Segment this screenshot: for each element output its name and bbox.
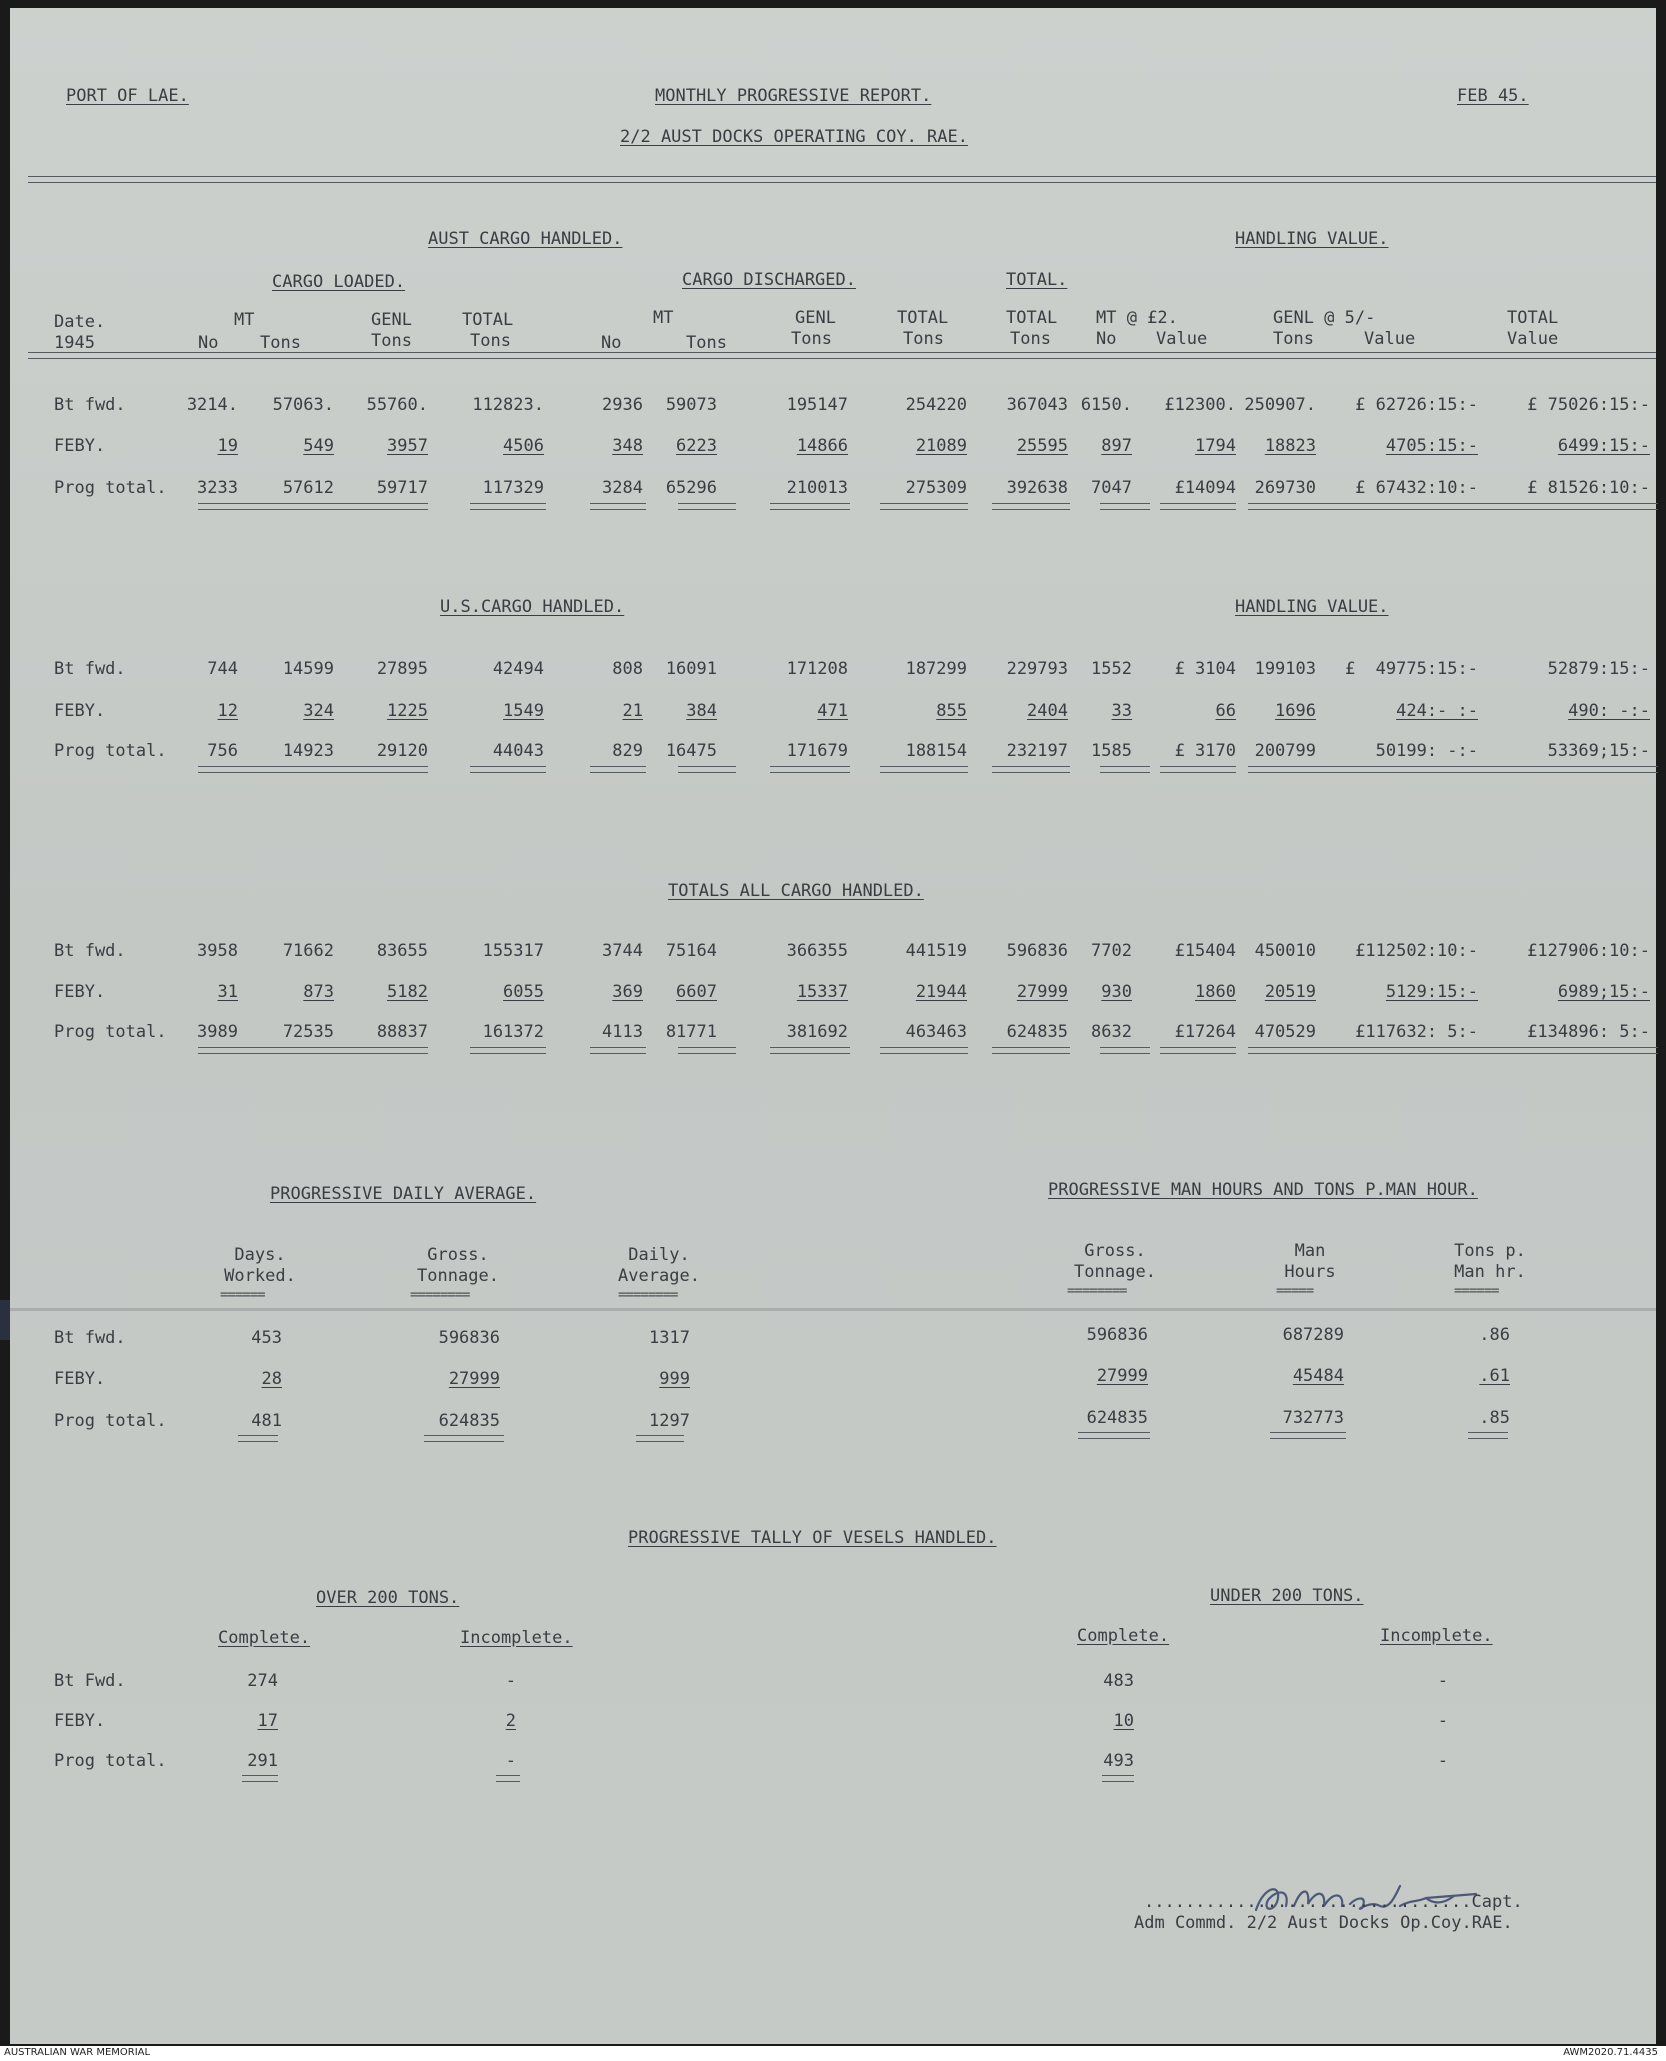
table-cell: 744 <box>207 659 238 679</box>
table-cell: 44043 <box>492 741 544 761</box>
double-rule <box>1102 1775 1134 1782</box>
row-label: FEBY. <box>54 1369 106 1389</box>
double-rule <box>590 503 646 510</box>
table-cell: 254220 <box>905 395 967 415</box>
double-rule <box>992 1047 1070 1054</box>
row-label: FEBY. <box>54 436 106 456</box>
double-rule <box>590 766 646 773</box>
aust-cargo-title: AUST CARGO HANDLED. <box>428 229 623 249</box>
mh-h2a: Man <box>1294 1241 1326 1261</box>
table-cell: 1794 <box>1195 436 1236 456</box>
table-cell: 66 <box>1215 701 1236 721</box>
table-cell: 6607 <box>676 982 717 1002</box>
table-cell: 55760. <box>366 395 428 415</box>
table-cell: 624835 <box>1006 1022 1068 1042</box>
table-cell: 732773 <box>1282 1408 1344 1428</box>
col-total-value: TOTAL <box>1507 308 1559 328</box>
col-genl-value: GENL @ 5/- <box>1273 308 1376 328</box>
us-handling-title: HANDLING VALUE. <box>1235 597 1389 617</box>
row-label: Bt fwd. <box>54 659 126 679</box>
daily-average-title: PROGRESSIVE DAILY AVERAGE. <box>270 1184 537 1204</box>
eq-rule: ======== <box>410 1288 470 1302</box>
table-cell: 50199: -:- <box>1375 741 1478 761</box>
table-cell: 470529 <box>1254 1022 1316 1042</box>
table-cell: 10 <box>1113 1711 1134 1731</box>
table-cell: .85 <box>1479 1408 1510 1428</box>
double-rule <box>678 1047 736 1054</box>
row-label: Prog total. <box>54 741 167 761</box>
table-cell: 29120 <box>376 741 428 761</box>
double-rule <box>1160 766 1236 773</box>
table-cell: 1552 <box>1091 659 1132 679</box>
over-incomplete-heading: Incomplete. <box>460 1628 573 1648</box>
table-cell: £17264 <box>1174 1022 1236 1042</box>
table-cell: 4705:15:- <box>1385 436 1478 456</box>
table-cell: 5182 <box>387 982 428 1002</box>
table-cell: 16091 <box>665 659 717 679</box>
totals-title: TOTALS ALL CARGO HANDLED. <box>668 881 924 901</box>
table-cell: 596836 <box>438 1328 500 1348</box>
table-cell: 855 <box>936 701 967 721</box>
table-cell: 2404 <box>1027 701 1068 721</box>
double-rule <box>1100 766 1150 773</box>
double-rule <box>770 1047 850 1054</box>
col-mt2-tons: Tons <box>686 333 727 353</box>
table-cell: 250907. <box>1244 395 1316 415</box>
table-cell: 471 <box>817 701 848 721</box>
table-cell: 45484 <box>1292 1366 1344 1386</box>
paper-fold <box>10 1308 1656 1311</box>
table-cell: 200799 <box>1254 741 1316 761</box>
table-cell: 27999 <box>1016 982 1068 1002</box>
table-cell: 65296 <box>665 478 717 498</box>
table-cell: £134896: 5:- <box>1527 1022 1650 1042</box>
double-rule <box>238 1435 278 1442</box>
double-rule <box>1100 503 1150 510</box>
table-cell: 83655 <box>376 941 428 961</box>
double-rule <box>880 503 968 510</box>
table-cell: 42494 <box>492 659 544 679</box>
table-cell: 187299 <box>905 659 967 679</box>
table-cell: 161372 <box>482 1022 544 1042</box>
double-rule <box>678 766 736 773</box>
under-complete-heading: Complete. <box>1077 1626 1170 1646</box>
table-cell: 1585 <box>1091 741 1132 761</box>
table-cell: 1225 <box>387 701 428 721</box>
mh-h1a: Gross. <box>1084 1241 1146 1261</box>
table-cell: 493 <box>1103 1751 1134 1771</box>
table-cell: 1297 <box>649 1411 690 1431</box>
col-mt-tons: Tons <box>260 333 301 353</box>
row-label: Prog total. <box>54 1022 167 1042</box>
table-cell: 490: -:- <box>1568 701 1650 721</box>
table-cell: 3233 <box>197 478 238 498</box>
table-cell: 424:- :- <box>1396 701 1478 721</box>
table-cell: 549 <box>303 436 334 456</box>
double-rule <box>1160 503 1236 510</box>
table-cell: - <box>1437 1671 1448 1691</box>
double-rule <box>470 1047 546 1054</box>
double-rule <box>470 766 546 773</box>
table-cell: 3744 <box>602 941 643 961</box>
table-cell: 1696 <box>1275 701 1316 721</box>
table-cell: 596836 <box>1086 1325 1148 1345</box>
table-cell: 171208 <box>786 659 848 679</box>
row-label: Prog total. <box>54 1411 167 1431</box>
table-cell: 210013 <box>786 478 848 498</box>
table-cell: 59717 <box>376 478 428 498</box>
table-cell: 72535 <box>282 1022 334 1042</box>
signature-line: ................................Capt. <box>1144 1892 1523 1912</box>
table-cell: £112502:10:- <box>1355 941 1478 961</box>
aust-handling-title: HANDLING VALUE. <box>1235 229 1389 249</box>
table-cell: 3214. <box>186 395 238 415</box>
row-label: FEBY. <box>54 701 106 721</box>
table-cell: 6989;15:- <box>1557 982 1650 1002</box>
col-total: TOTAL <box>462 310 514 330</box>
eq-rule: ======== <box>1067 1284 1127 1298</box>
table-cell: £ 81526:10:- <box>1527 478 1650 498</box>
report-date: FEB 45. <box>1457 86 1529 106</box>
double-rule <box>198 766 428 773</box>
table-cell: 25595 <box>1016 436 1068 456</box>
double-rule <box>636 1435 684 1442</box>
daily-h2b: Tonnage. <box>417 1266 499 1286</box>
table-cell: 7702 <box>1091 941 1132 961</box>
col-mt: MT <box>234 310 255 330</box>
table-cell: 117329 <box>482 478 544 498</box>
table-cell: 57063. <box>272 395 334 415</box>
table-cell: 81771 <box>665 1022 717 1042</box>
double-rule <box>770 766 850 773</box>
table-cell: 450010 <box>1254 941 1316 961</box>
table-cell: 15337 <box>796 982 848 1002</box>
over-200-heading: OVER 200 TONS. <box>316 1588 460 1608</box>
table-cell: 188154 <box>905 741 967 761</box>
double-rule <box>1248 766 1658 773</box>
double-rule <box>770 503 850 510</box>
table-cell: 27999 <box>448 1369 500 1389</box>
table-cell: £ 3104 <box>1174 659 1236 679</box>
table-cell: 808 <box>612 659 643 679</box>
col-total2-tons: Tons <box>903 329 944 349</box>
table-cell: 31 <box>217 982 238 1002</box>
table-cell: 3957 <box>387 436 428 456</box>
table-cell: £ 62726:15:- <box>1355 395 1478 415</box>
table-cell: 6055 <box>503 982 544 1002</box>
table-cell: .61 <box>1479 1366 1510 1386</box>
table-cell: 8632 <box>1091 1022 1132 1042</box>
document-sheet <box>10 8 1656 2044</box>
col-mt-no: No <box>198 333 219 353</box>
table-cell: 624835 <box>1086 1408 1148 1428</box>
double-rule <box>1248 1047 1658 1054</box>
table-cell: 366355 <box>786 941 848 961</box>
table-cell: 291 <box>247 1751 278 1771</box>
under-200-heading: UNDER 200 TONS. <box>1210 1586 1364 1606</box>
double-rule <box>1248 503 1658 510</box>
table-cell: 4506 <box>503 436 544 456</box>
table-cell: 17 <box>257 1711 278 1731</box>
double-rule <box>1100 1047 1150 1054</box>
row-label: Prog total. <box>54 478 167 498</box>
table-cell: 6223 <box>676 436 717 456</box>
table-cell: 829 <box>612 741 643 761</box>
double-rule <box>992 766 1070 773</box>
column-header-rule <box>28 352 1656 359</box>
cargo-discharged-heading: CARGO DISCHARGED. <box>682 270 856 290</box>
mh-h3b: Man hr. <box>1454 1262 1526 1282</box>
table-cell: 3284 <box>602 478 643 498</box>
col-genl2-tons: Tons <box>791 329 832 349</box>
daily-h1b: Worked. <box>224 1266 296 1286</box>
table-cell: 269730 <box>1254 478 1316 498</box>
table-cell: 687289 <box>1282 1325 1344 1345</box>
table-cell: 3989 <box>197 1022 238 1042</box>
row-label: Bt Fwd. <box>54 1671 126 1691</box>
daily-h1a: Days. <box>234 1245 286 1265</box>
col-date: Date. <box>54 312 106 332</box>
eq-rule: ======== <box>618 1288 678 1302</box>
col-genl-value-val: Value <box>1364 329 1416 349</box>
man-hours-title: PROGRESSIVE MAN HOURS AND TONS P.MAN HOUR. <box>1048 1180 1478 1200</box>
table-cell: 367043 <box>1006 395 1068 415</box>
table-cell: 453 <box>251 1328 282 1348</box>
binding-hole <box>0 1300 10 1340</box>
table-cell: 1860 <box>1195 982 1236 1002</box>
table-cell: 27895 <box>376 659 428 679</box>
table-cell: £ 3170 <box>1174 741 1236 761</box>
col-mt2-no: No <box>601 333 622 353</box>
port-title: PORT OF LAE. <box>66 86 189 106</box>
eq-rule: ====== <box>220 1288 265 1302</box>
table-cell: 897 <box>1101 436 1132 456</box>
row-label: Bt fwd. <box>54 1328 126 1348</box>
mh-h2b: Hours <box>1284 1262 1336 1282</box>
eq-rule: ====== <box>1454 1284 1499 1298</box>
double-rule <box>880 1047 968 1054</box>
table-cell: 21944 <box>915 982 967 1002</box>
double-rule <box>590 1047 646 1054</box>
table-cell: 155317 <box>482 941 544 961</box>
table-cell: 483 <box>1103 1671 1134 1691</box>
double-rule <box>678 503 736 510</box>
table-cell: 59073 <box>665 395 717 415</box>
double-rule <box>1270 1432 1346 1439</box>
mh-h1b: Tonnage. <box>1074 1262 1156 1282</box>
double-rule <box>242 1775 278 1782</box>
table-cell: 27999 <box>1096 1366 1148 1386</box>
table-cell: - <box>505 1751 516 1771</box>
unit-title: 2/2 AUST DOCKS OPERATING COY. RAE. <box>620 127 968 147</box>
table-cell: 873 <box>303 982 334 1002</box>
col-genl: GENL <box>371 310 412 330</box>
report-title: MONTHLY PROGRESSIVE REPORT. <box>655 86 932 106</box>
double-rule <box>198 503 428 510</box>
table-cell: - <box>1437 1751 1448 1771</box>
table-cell: 28 <box>261 1369 282 1389</box>
table-cell: £127906:10:- <box>1527 941 1650 961</box>
col-genl-value-tons: Tons <box>1273 329 1314 349</box>
table-cell: 441519 <box>905 941 967 961</box>
table-cell: £15404 <box>1174 941 1236 961</box>
table-cell: 381692 <box>786 1022 848 1042</box>
table-cell: 1549 <box>503 701 544 721</box>
header-rule <box>28 176 1656 183</box>
footer-archive-name: AUSTRALIAN WAR MEMORIAL <box>4 2047 151 2058</box>
table-cell: 2936 <box>602 395 643 415</box>
double-rule <box>496 1775 520 1782</box>
table-cell: 195147 <box>786 395 848 415</box>
col-mt2: MT <box>653 308 674 328</box>
table-cell: 756 <box>207 741 238 761</box>
table-cell: 930 <box>1101 982 1132 1002</box>
col-grand-total-tons: Tons <box>1010 329 1051 349</box>
col-total-value-val: Value <box>1507 329 1559 349</box>
table-cell: 463463 <box>905 1022 967 1042</box>
table-cell: 18823 <box>1264 436 1316 456</box>
table-cell: 14866 <box>796 436 848 456</box>
col-mt-value-val: Value <box>1156 329 1208 349</box>
us-cargo-title: U.S.CARGO HANDLED. <box>440 597 625 617</box>
table-cell: 1317 <box>649 1328 690 1348</box>
total-heading: TOTAL. <box>1006 270 1068 290</box>
table-cell: 53369;15:- <box>1547 741 1650 761</box>
row-label: Bt fwd. <box>54 941 126 961</box>
table-cell: 21089 <box>915 436 967 456</box>
col-total-tons: Tons <box>470 331 511 351</box>
col-mt-value: MT @ £2. <box>1096 308 1178 328</box>
table-cell: 624835 <box>438 1411 500 1431</box>
col-genl-tons: Tons <box>371 331 412 351</box>
table-cell: 2 <box>505 1711 516 1731</box>
over-complete-heading: Complete. <box>218 1628 311 1648</box>
col-mt-value-no: No <box>1096 329 1117 349</box>
table-cell: 324 <box>303 701 334 721</box>
daily-h2a: Gross. <box>427 1245 489 1265</box>
table-cell: 20519 <box>1264 982 1316 1002</box>
row-label: FEBY. <box>54 982 106 1002</box>
double-rule <box>198 1047 428 1054</box>
table-cell: 229793 <box>1006 659 1068 679</box>
col-grand-total: TOTAL <box>1006 308 1058 328</box>
table-cell: 6150. <box>1080 395 1132 415</box>
mh-h3a: Tons p. <box>1454 1241 1526 1261</box>
table-cell: 19 <box>217 436 238 456</box>
table-cell: 57612 <box>282 478 334 498</box>
table-cell: £12300. <box>1164 395 1236 415</box>
double-rule <box>1078 1432 1150 1439</box>
table-cell: 384 <box>686 701 717 721</box>
table-cell: 52879:15:- <box>1547 659 1650 679</box>
col-genl2: GENL <box>795 308 836 328</box>
table-cell: 14599 <box>282 659 334 679</box>
table-cell: .86 <box>1479 1325 1510 1345</box>
double-rule <box>1160 1047 1236 1054</box>
under-incomplete-heading: Incomplete. <box>1380 1626 1493 1646</box>
table-cell: 369 <box>612 982 643 1002</box>
table-cell: 392638 <box>1006 478 1068 498</box>
double-rule <box>424 1435 504 1442</box>
table-cell: 4113 <box>602 1022 643 1042</box>
archive-footer <box>0 2046 1666 2061</box>
table-cell: 71662 <box>282 941 334 961</box>
daily-h3a: Daily. <box>628 1245 690 1265</box>
table-cell: 232197 <box>1006 741 1068 761</box>
table-cell: £117632: 5:- <box>1355 1022 1478 1042</box>
table-cell: 33 <box>1111 701 1132 721</box>
table-cell: 6499:15:- <box>1557 436 1650 456</box>
row-label: Prog total. <box>54 1751 167 1771</box>
table-cell: 88837 <box>376 1022 428 1042</box>
col-year: 1945 <box>54 333 95 353</box>
table-cell: 14923 <box>282 741 334 761</box>
table-cell: 999 <box>659 1369 690 1389</box>
table-cell: 75164 <box>665 941 717 961</box>
table-cell: 596836 <box>1006 941 1068 961</box>
table-cell: 348 <box>612 436 643 456</box>
daily-h3b: Average. <box>618 1266 700 1286</box>
table-cell: 171679 <box>786 741 848 761</box>
double-rule <box>1468 1432 1508 1439</box>
table-cell: 3958 <box>197 941 238 961</box>
double-rule <box>470 503 546 510</box>
eq-rule: ===== <box>1276 1284 1314 1298</box>
table-cell: 12 <box>217 701 238 721</box>
table-cell: 112823. <box>472 395 544 415</box>
table-cell: £ 67432:10:- <box>1355 478 1478 498</box>
signature-title: Adm Commd. 2/2 Aust Docks Op.Coy.RAE. <box>1134 1913 1513 1933</box>
table-cell: £ 75026:15:- <box>1527 395 1650 415</box>
table-cell: 7047 <box>1091 478 1132 498</box>
table-cell: £14094 <box>1174 478 1236 498</box>
table-cell: 275309 <box>905 478 967 498</box>
double-rule <box>992 503 1070 510</box>
table-cell: £ 49775:15:- <box>1344 659 1478 679</box>
table-cell: 5129:15:- <box>1385 982 1478 1002</box>
table-cell: 21 <box>622 701 643 721</box>
row-label: Bt fwd. <box>54 395 126 415</box>
table-cell: - <box>1437 1711 1448 1731</box>
cargo-loaded-heading: CARGO LOADED. <box>272 272 406 292</box>
table-cell: 274 <box>247 1671 278 1691</box>
table-cell: 16475 <box>665 741 717 761</box>
row-label: FEBY. <box>54 1711 106 1731</box>
table-cell: 199103 <box>1254 659 1316 679</box>
double-rule <box>880 766 968 773</box>
footer-accession-number: AWM2020.71.4435 <box>1563 2047 1658 2058</box>
table-cell: - <box>505 1671 516 1691</box>
vessels-title: PROGRESSIVE TALLY OF VESELS HANDLED. <box>628 1528 997 1548</box>
col-total2: TOTAL <box>897 308 949 328</box>
table-cell: 481 <box>251 1411 282 1431</box>
